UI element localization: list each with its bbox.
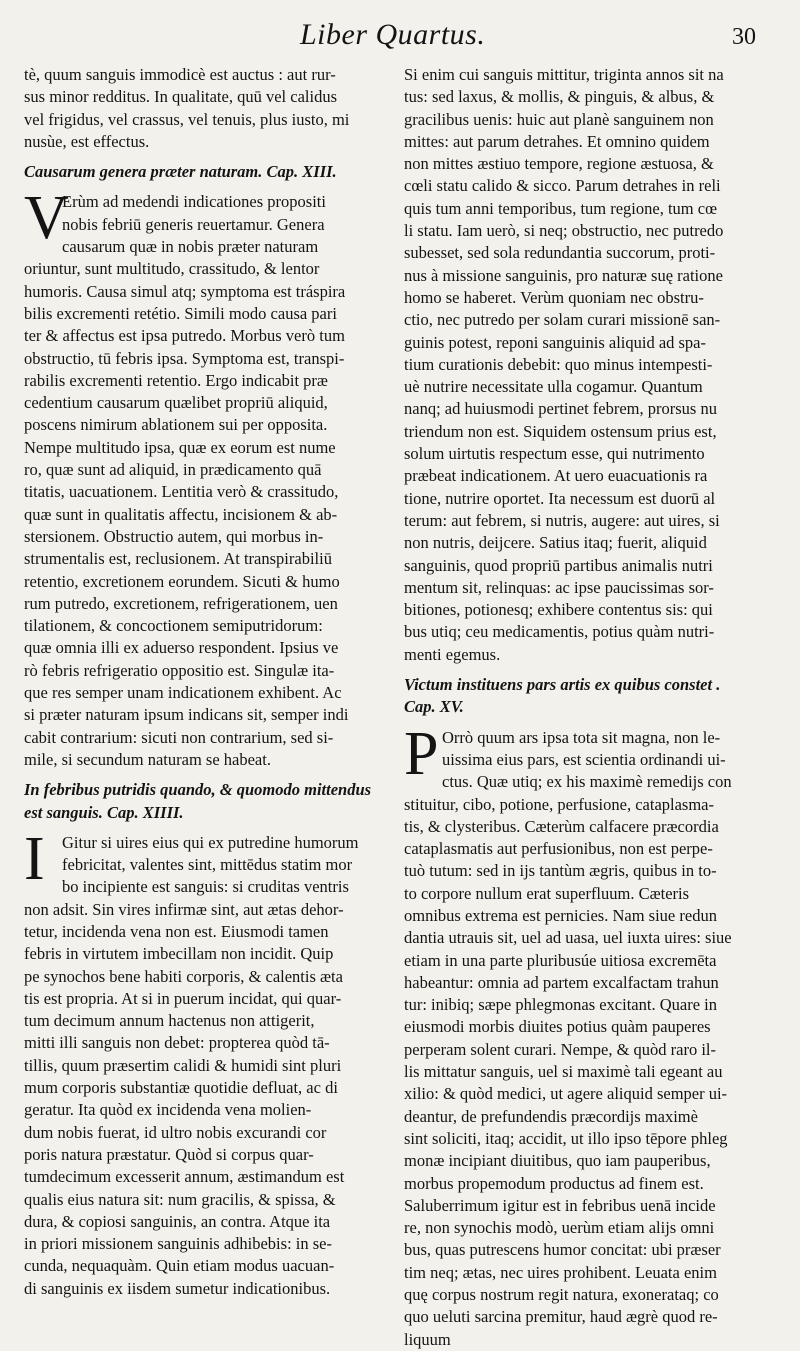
chapter-13-opening xyxy=(24,184,392,258)
text-line: poris natura præstatur. Quòd si corpus quar- xyxy=(24,1144,314,1164)
text-line: Erùm ad medendi indicationes propositi xyxy=(62,192,326,212)
chapter-13-heading: Causarum genera præter naturam. Cap. XIII. xyxy=(24,162,337,182)
text-line: perperam solent curari. Nempe, & quòd raro il- xyxy=(404,1039,717,1059)
text-line: humoris. Causa simul atq; symptoma est tráspira xyxy=(24,281,346,301)
chapter-heading-line: Victum instituens pars artis ex quibus constet . xyxy=(404,675,721,695)
text-line: tur: inibiq; sæpe phlegmonas excitant. Quare in xyxy=(404,995,717,1015)
text-line: tè, quum sanguis immodicè est auctus : aut rur- xyxy=(24,65,336,84)
text-line: omnibus extrema est pernicies. Nam siue redun xyxy=(404,905,717,925)
text-line: uè nutrire necessitate ulla cogamur. Quantum xyxy=(404,377,703,397)
text-line: Orrò quum ars ipsa tota sit magna, non le- xyxy=(442,727,721,747)
text-line: ctus. Quæ utiq; ex his maximè remedijs con xyxy=(442,772,732,792)
text-line: cabit contrarium: sicuti non contrarium, sed si- xyxy=(24,727,334,747)
text-line: to corpore nullum erat superfluum. Cæteris xyxy=(404,883,690,903)
text-line: guinis potest, reponi sanguinis aliquid ad spa- xyxy=(404,332,707,352)
text-line: poscens nimirum ablationem sui per opposita. xyxy=(24,415,328,435)
text-line: rum putredo, excretionem, refrigerationem, uen xyxy=(24,593,338,613)
text-line: tim neq; ætas, nec uires prohibent. Leuata enim xyxy=(404,1262,717,1282)
chapter-14-body xyxy=(24,899,392,1300)
text-line: que res semper unam indicationem exhibent. Ac xyxy=(24,683,342,703)
text-line: tetur, incidenda vena non est. Eiusmodi tamen xyxy=(24,921,329,941)
text-line: titatis, uacuationem. Lentitia verò & crassitudo, xyxy=(24,482,339,502)
text-line: homo se haberet. Verùm quoniam nec obstru- xyxy=(404,287,704,307)
chapter-15-heading xyxy=(404,674,776,719)
chapter-14-opening xyxy=(24,824,392,899)
text-line: xilio: & quòd medici, ut agere aliquid semper ui- xyxy=(404,1084,728,1104)
running-head: Liber Quartus. xyxy=(300,18,486,51)
right-column xyxy=(404,64,776,1351)
text-line: sanguinis, quod propriū partibus animalis nutri xyxy=(404,555,713,575)
text-line: bus, quas putrescens humor concitat: ubi præser xyxy=(404,1240,721,1260)
text-line: ter & affectus est ipsa putredo. Morbus verò tum xyxy=(24,326,345,346)
text-line: morbus propemodum productus ad finem est. xyxy=(404,1173,704,1193)
text-line: bilis excrementi retétio. Simili modo causa pari xyxy=(24,303,337,323)
page-number: 30 xyxy=(732,24,756,50)
text-line: non nutris, deijcere. Satius itaq; fuerit, aliquid xyxy=(404,533,707,553)
text-line: rabilis excrementi retentio. Ergo indicabit præ xyxy=(24,370,328,390)
text-line: liquum xyxy=(404,1329,451,1349)
text-line: menti egemus. xyxy=(404,644,501,664)
text-line: etiam in una parte pluribusúe uitiosa excremēta xyxy=(404,950,717,970)
text-line: sint soliciti, itaq; accidit, ut illo ipso tēpore phleg xyxy=(404,1128,728,1148)
chapter-14-heading xyxy=(24,779,392,824)
text-line: lis mittatur sanguis, uel si maximè tali egeant au xyxy=(404,1062,723,1082)
text-line: tium curationis debebit: quo minus intempesti- xyxy=(404,354,713,374)
text-line: eiusmodi morbis diuites potius quàm pauperes xyxy=(404,1017,711,1037)
text-line: in priori missionem sanguinis adhibebis: in se- xyxy=(24,1234,332,1254)
text-line: vel frigidus, vel crassus, vel tenuis, plus iusto, mi xyxy=(24,109,350,129)
text-line: tilationem, & concoctionem semiputridorum: xyxy=(24,616,323,636)
text-line: non adsit. Sin vires infirmæ sint, aut ætas dehor- xyxy=(24,899,344,919)
text-line: mentum sit, relinquas: ac ipse paucissimas sor- xyxy=(404,577,714,597)
text-line: quis tum anni temporibus, tum regione, tum cœ xyxy=(404,198,718,218)
text-line: quę corpus nostrum regit natura, exonerataq; co xyxy=(404,1285,719,1305)
text-line: quæ omnia illi ex aduerso respondent. Ipsius ve xyxy=(24,638,339,658)
text-line: mile, si secundum naturam se habeat. xyxy=(24,749,271,769)
text-line: tillis, quum præsertim calidi & humidi sint pluri xyxy=(24,1055,342,1075)
right-continuation-text xyxy=(404,64,776,666)
text-line: dantia utrauis sit, uel ad uasa, uel iuxta uires: siue xyxy=(404,928,732,948)
text-line: mum corporis substantiæ quotidie defluat, ac di xyxy=(24,1078,338,1098)
text-line: quo ueluti sarcina premitur, haud ægrè quod re- xyxy=(404,1307,718,1327)
chapter-15-opening xyxy=(404,719,776,794)
chapter-14-dropcap: I xyxy=(24,824,45,893)
text-line: ctio, nec putredo per solam curari missionē san- xyxy=(404,310,721,330)
chapter-15-dropcap: P xyxy=(404,719,439,788)
chapter-heading-line: Cap. XV. xyxy=(404,697,464,717)
text-line: stersionem. Obstructio autem, qui morbus in- xyxy=(24,526,324,546)
chapter-13-body xyxy=(24,258,392,771)
text-line: mitti illi sanguis non debet: propterea quòd tā- xyxy=(24,1033,330,1053)
text-line: nobis febriū generis reuertamur. Genera xyxy=(62,214,325,234)
text-line: si præter naturam ipsum indicans sit, semper indi xyxy=(24,705,349,725)
chapter-heading-line: In febribus putridis quando, & quomodo mittendus xyxy=(24,780,372,800)
text-line: qualis eius natura sit: num gracilis, & spissa, & xyxy=(24,1189,336,1209)
text-line: pe synochos bene habiti corporis, & calentis æta xyxy=(24,966,343,986)
text-line: solum uirtutis respectum esse, qui nutrimento xyxy=(404,444,705,464)
text-line: retentio, excretionem eorundem. Sicuti & humo xyxy=(24,571,340,591)
left-column xyxy=(24,64,392,1300)
text-line: geratur. Ita quòd ex incidenda vena molien- xyxy=(24,1100,312,1120)
text-line: Nempe multitudo ipsa, quæ ex eorum est nume xyxy=(24,437,336,457)
text-line: febris in virtutem imbecillam non incidit. Quip xyxy=(24,944,334,964)
text-line: Saluberrimum igitur est in febribus uenā incide xyxy=(404,1195,716,1215)
text-line: nus à missione sanguinis, pro naturæ suę ratione xyxy=(404,265,723,285)
text-line: strumentalis est, reclusionem. At transpirabiliū xyxy=(24,549,332,569)
text-line: quæ sunt in qualitatis affectu, incisionem & ab- xyxy=(24,504,338,524)
text-line: di sanguinis ex iisdem sumetur indicationibus. xyxy=(24,1278,331,1298)
text-line: tione, nutrire oportet. Ita necessum est duorū al xyxy=(404,488,716,508)
text-line: cœli statu calido & sicco. Parum detrahes in reli xyxy=(404,176,721,196)
text-line: mittes: aut parum detrahes. Et omnino quidem xyxy=(404,131,710,151)
text-line: obstructio, tū febris ipsa. Symptoma est, transpi- xyxy=(24,348,345,368)
text-line: tum decimum annum hactenus non attigerit, xyxy=(24,1011,315,1031)
text-line: bo incipiente est sanguis: si cruditas ventris xyxy=(62,877,349,897)
chapter-heading-line: est sanguis. Cap. XIIII. xyxy=(24,802,184,822)
text-line: habeantur: omnia ad partem excalfactam trahun xyxy=(404,972,719,992)
text-line: subesset, sed sola redundantia succorum, proti- xyxy=(404,243,716,263)
text-line: non mittes æstiuo tempore, regione æstuosa, & xyxy=(404,154,714,174)
text-line: cataplasmatis aut perfusionibus, non est perpe- xyxy=(404,839,713,859)
text-line: Si enim cui sanguis mittitur, triginta annos sit na xyxy=(404,65,724,84)
text-line: re, non synochis modò, uerùm etiam alijs omni xyxy=(404,1218,715,1238)
text-line: triendum non est. Siquidem ostensum prius est, xyxy=(404,421,717,441)
text-line: tis, & clysteribus. Cæterùm calfacere præcordia xyxy=(404,816,719,836)
text-line: nusùe, est effectus. xyxy=(24,131,150,151)
text-line: nanq; ad huiusmodi pertinet febrem, prorsus nu xyxy=(404,399,717,419)
chapter-15-body xyxy=(404,794,776,1351)
text-line: sus minor redditus. In qualitate, quū vel calidus xyxy=(24,87,337,107)
text-line: tumdecimum excesserit annum, æstimandum est xyxy=(24,1167,345,1187)
text-line: bus utiq; ceu medicamentis, potius quàm nutri- xyxy=(404,622,715,642)
text-line: gracilibus uenis: huic aut planè sanguinem non xyxy=(404,109,714,129)
chapter-13-dropcap: V xyxy=(24,184,69,253)
text-line: bitiones, potionesq; exhibere contentus sis: qui xyxy=(404,600,713,620)
text-line: terum: aut febrem, si nutris, augere: aut uires, si xyxy=(404,510,720,530)
text-line: li statu. Iam uerò, si neq; obstructio, nec putredo xyxy=(404,221,724,241)
text-line: præbeat indicationem. At uero euacuationis ra xyxy=(404,466,708,486)
text-line: dura, & copiosi sanguinis, an contra. Atque ita xyxy=(24,1211,331,1231)
text-line: ro, quæ sunt ad aliquid, in prædicamento quā xyxy=(24,460,322,480)
text-line: stituitur, cibo, potione, perfusione, cataplasma- xyxy=(404,794,715,814)
text-line: cunda, nequaquàm. Quin etiam modus uacuan- xyxy=(24,1256,335,1276)
text-line: tis est propria. At si in puerum incidat, qui quar- xyxy=(24,988,342,1008)
text-line: oriuntur, sunt multitudo, crassitudo, & lentor xyxy=(24,259,320,279)
text-line: deantur, de prefundendis præcordijs maximè xyxy=(404,1106,698,1126)
text-line: uissima eius pars, est scientia ordinandi ui- xyxy=(442,749,726,769)
text-line: rò febris refrigeratio oppositio est. Singulæ ita- xyxy=(24,660,335,680)
text-line: tuò tutum: sed in ijs tantùm ægris, quibus in to- xyxy=(404,861,717,881)
text-line: causarum quæ in nobis præter naturam xyxy=(62,237,319,257)
text-line: cedentium causarum quælibet propriū aliquid, xyxy=(24,393,328,413)
left-intro-text xyxy=(24,64,392,153)
text-line: tus: sed laxus, & mollis, & pinguis, & albus, & xyxy=(404,87,715,107)
text-line: monæ incipiant diuitibus, quo iam pauperibus, xyxy=(404,1151,711,1171)
text-line: dum nobis fuerat, id ultro nobis excurandi cor xyxy=(24,1122,327,1142)
text-line: febricitat, valentes sint, mittēdus statim mor xyxy=(62,855,353,875)
text-line: Gitur si uires eius qui ex putredine humorum xyxy=(62,832,359,852)
